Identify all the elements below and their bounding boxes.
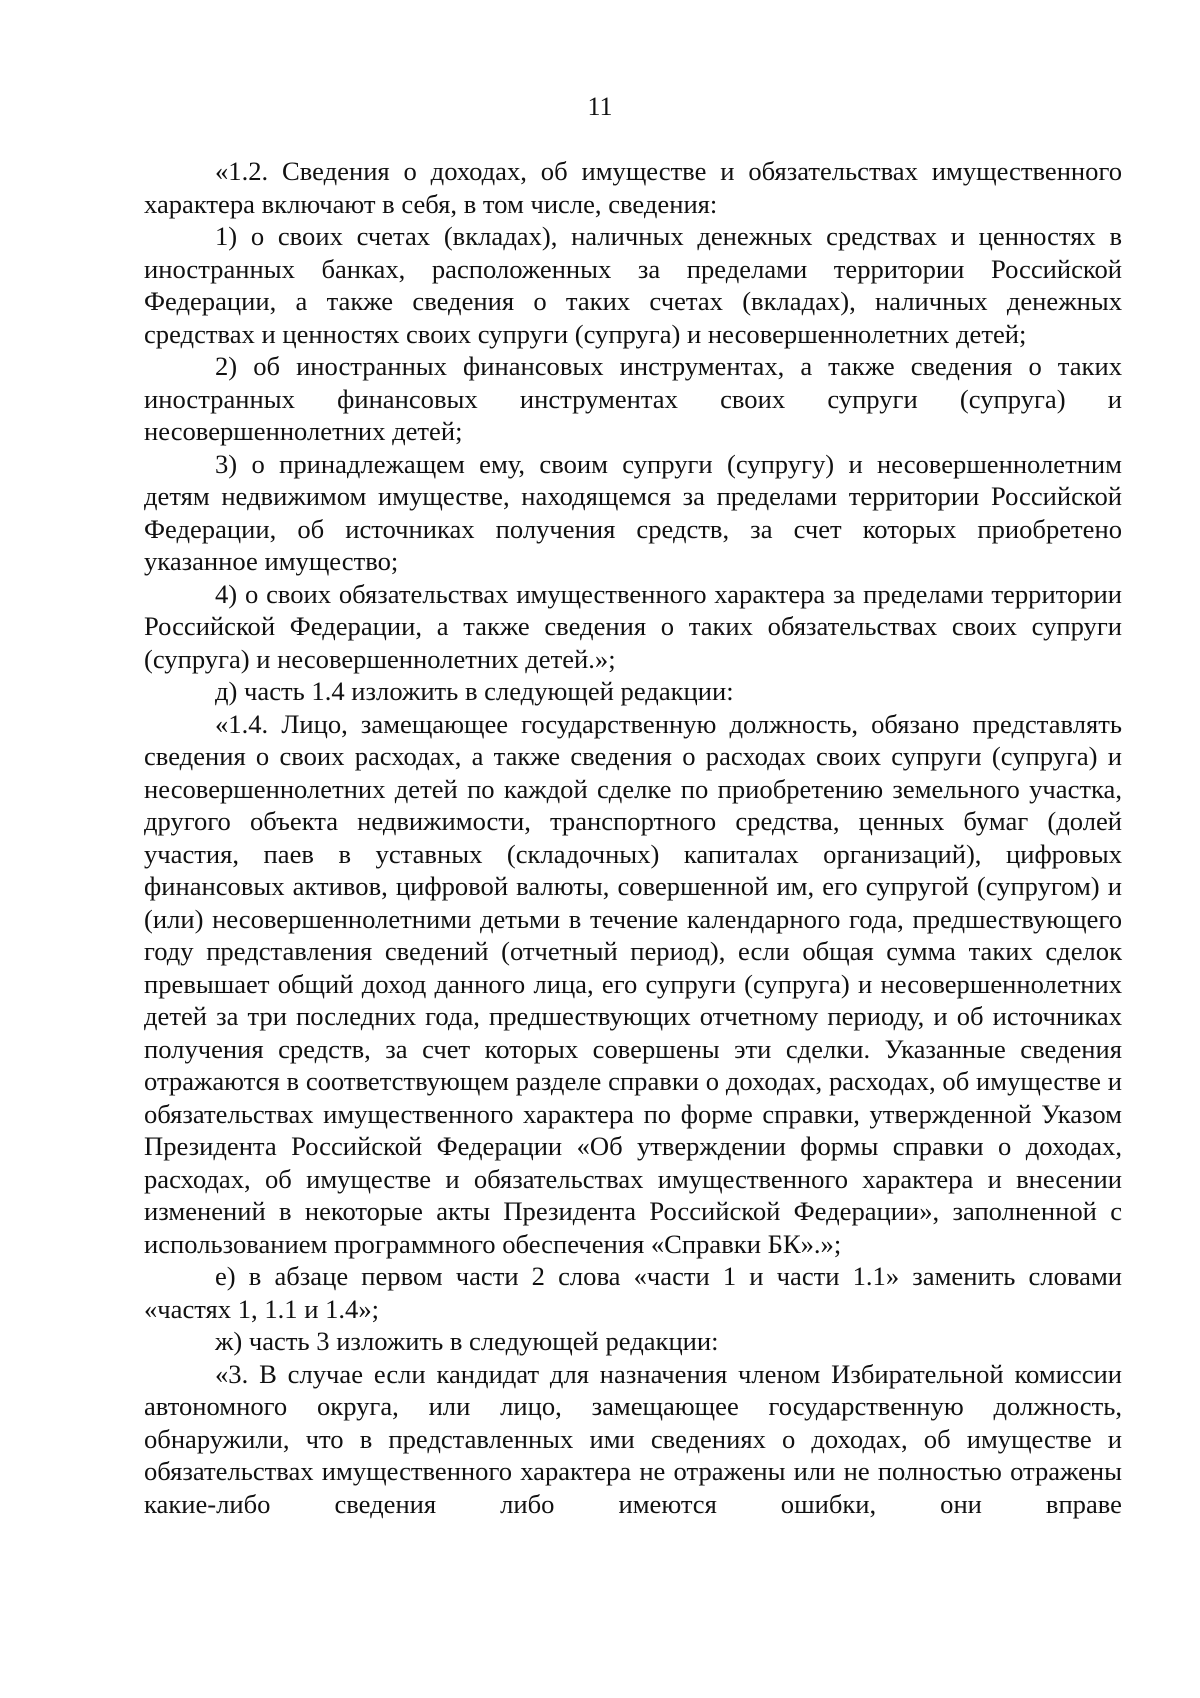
paragraph-item-2: 2) об иностранных финансовых инструментах, а также сведения о таких иностранных финансовых инструментах своих супруги (супруга) и несовершеннолетних детей;: [144, 351, 1122, 446]
page-number: 11: [587, 92, 613, 121]
paragraph-item-1: 1) о своих счетах (вкладах), наличных денежных средствах и ценностях в иностранных банках, расположенных за пределами территории Российской Федерации, а также сведения о таких счетах (вкладах), наличных денежных средствах и ценностях своих супруги (супруга) и несовершеннолетних детей;: [144, 221, 1122, 349]
paragraph-item-4: 4) о своих обязательствах имущественного характера за пределами территории Российской Федерации, а также сведения о таких обязательствах своих супруги (супруга) и несовершеннолетних детей.»;: [144, 578, 1122, 674]
paragraph-1-4: «1.4. Лицо, замещающее государственную должность, обязано представлять сведения о своих расходах, а также сведения о расходах своих супруги (супруга) и несовершеннолетних детей по каждой сделке по приобретению земельного участка, другого объекта недвижимости, транспортного средства, ценных бумаг (долей участия, паев в уставных (складочных) капиталах организаций), цифровых финансовых активов, цифровой валюты, совершенной им, его супругой (супругом) и (или) несовершеннолетними детьми в течение календарного года, предшествующего году представления сведений (отчетный период), если общая сумма таких сделок превышает общий доход данного лица, его супруги (супруга) и несовершеннолетних детей за три последних года, предшествующих отчетному периоду, и об источниках получения средств, за счет которых совершены эти сделки. Указанные сведения отражаются в соответствующем разделе справки о доходах, расходах, об имуществе и обязательствах имущественного характера по форме справки, утвержденной Указом Президента Российской Федерации «Об утверждении формы справки о доходах, расходах, об имуществе и обязательствах имущественного характера и внесении изменений в некоторые акты Президента Российской Федерации», заполненной с использованием программного обеспечения «Справки БК».»;: [144, 708, 1122, 1259]
paragraph-d: д) часть 1.4 изложить в следующей редакции:: [215, 676, 734, 706]
paragraph-3: «3. В случае если кандидат для назначения членом Избирательной комиссии автономного округа, или лицо, замещающее государственную должность, обнаружили, что в представленных ими сведениях о доходах, об имуществе и обязательствах имущественного характера не отражены или не полностью отражены какие-либо сведения либо имеются ошибки, они вправе: [144, 1358, 1122, 1519]
paragraph-item-3: 3) о принадлежащем ему, своим супруги (супругу) и несовершеннолетним детям недвижимом имуществе, находящемся за пределами территории Российской Федерации, об источниках получения средств, за счет которых приобретено указанное имущество;: [144, 448, 1122, 576]
paragraph-zh: ж) часть 3 изложить в следующей редакции:: [215, 1326, 719, 1356]
paragraph-e: е) в абзаце первом части 2 слова «части 1 и части 1.1» заменить словами «частях 1, 1.1 и 1.4»;: [144, 1261, 1122, 1324]
paragraph-1-2: «1.2. Сведения о доходах, об имуществе и обязательствах имущественного характера включают в себя, в том числе, сведения:: [144, 156, 1122, 219]
document-body: [144, 155, 1122, 1520]
